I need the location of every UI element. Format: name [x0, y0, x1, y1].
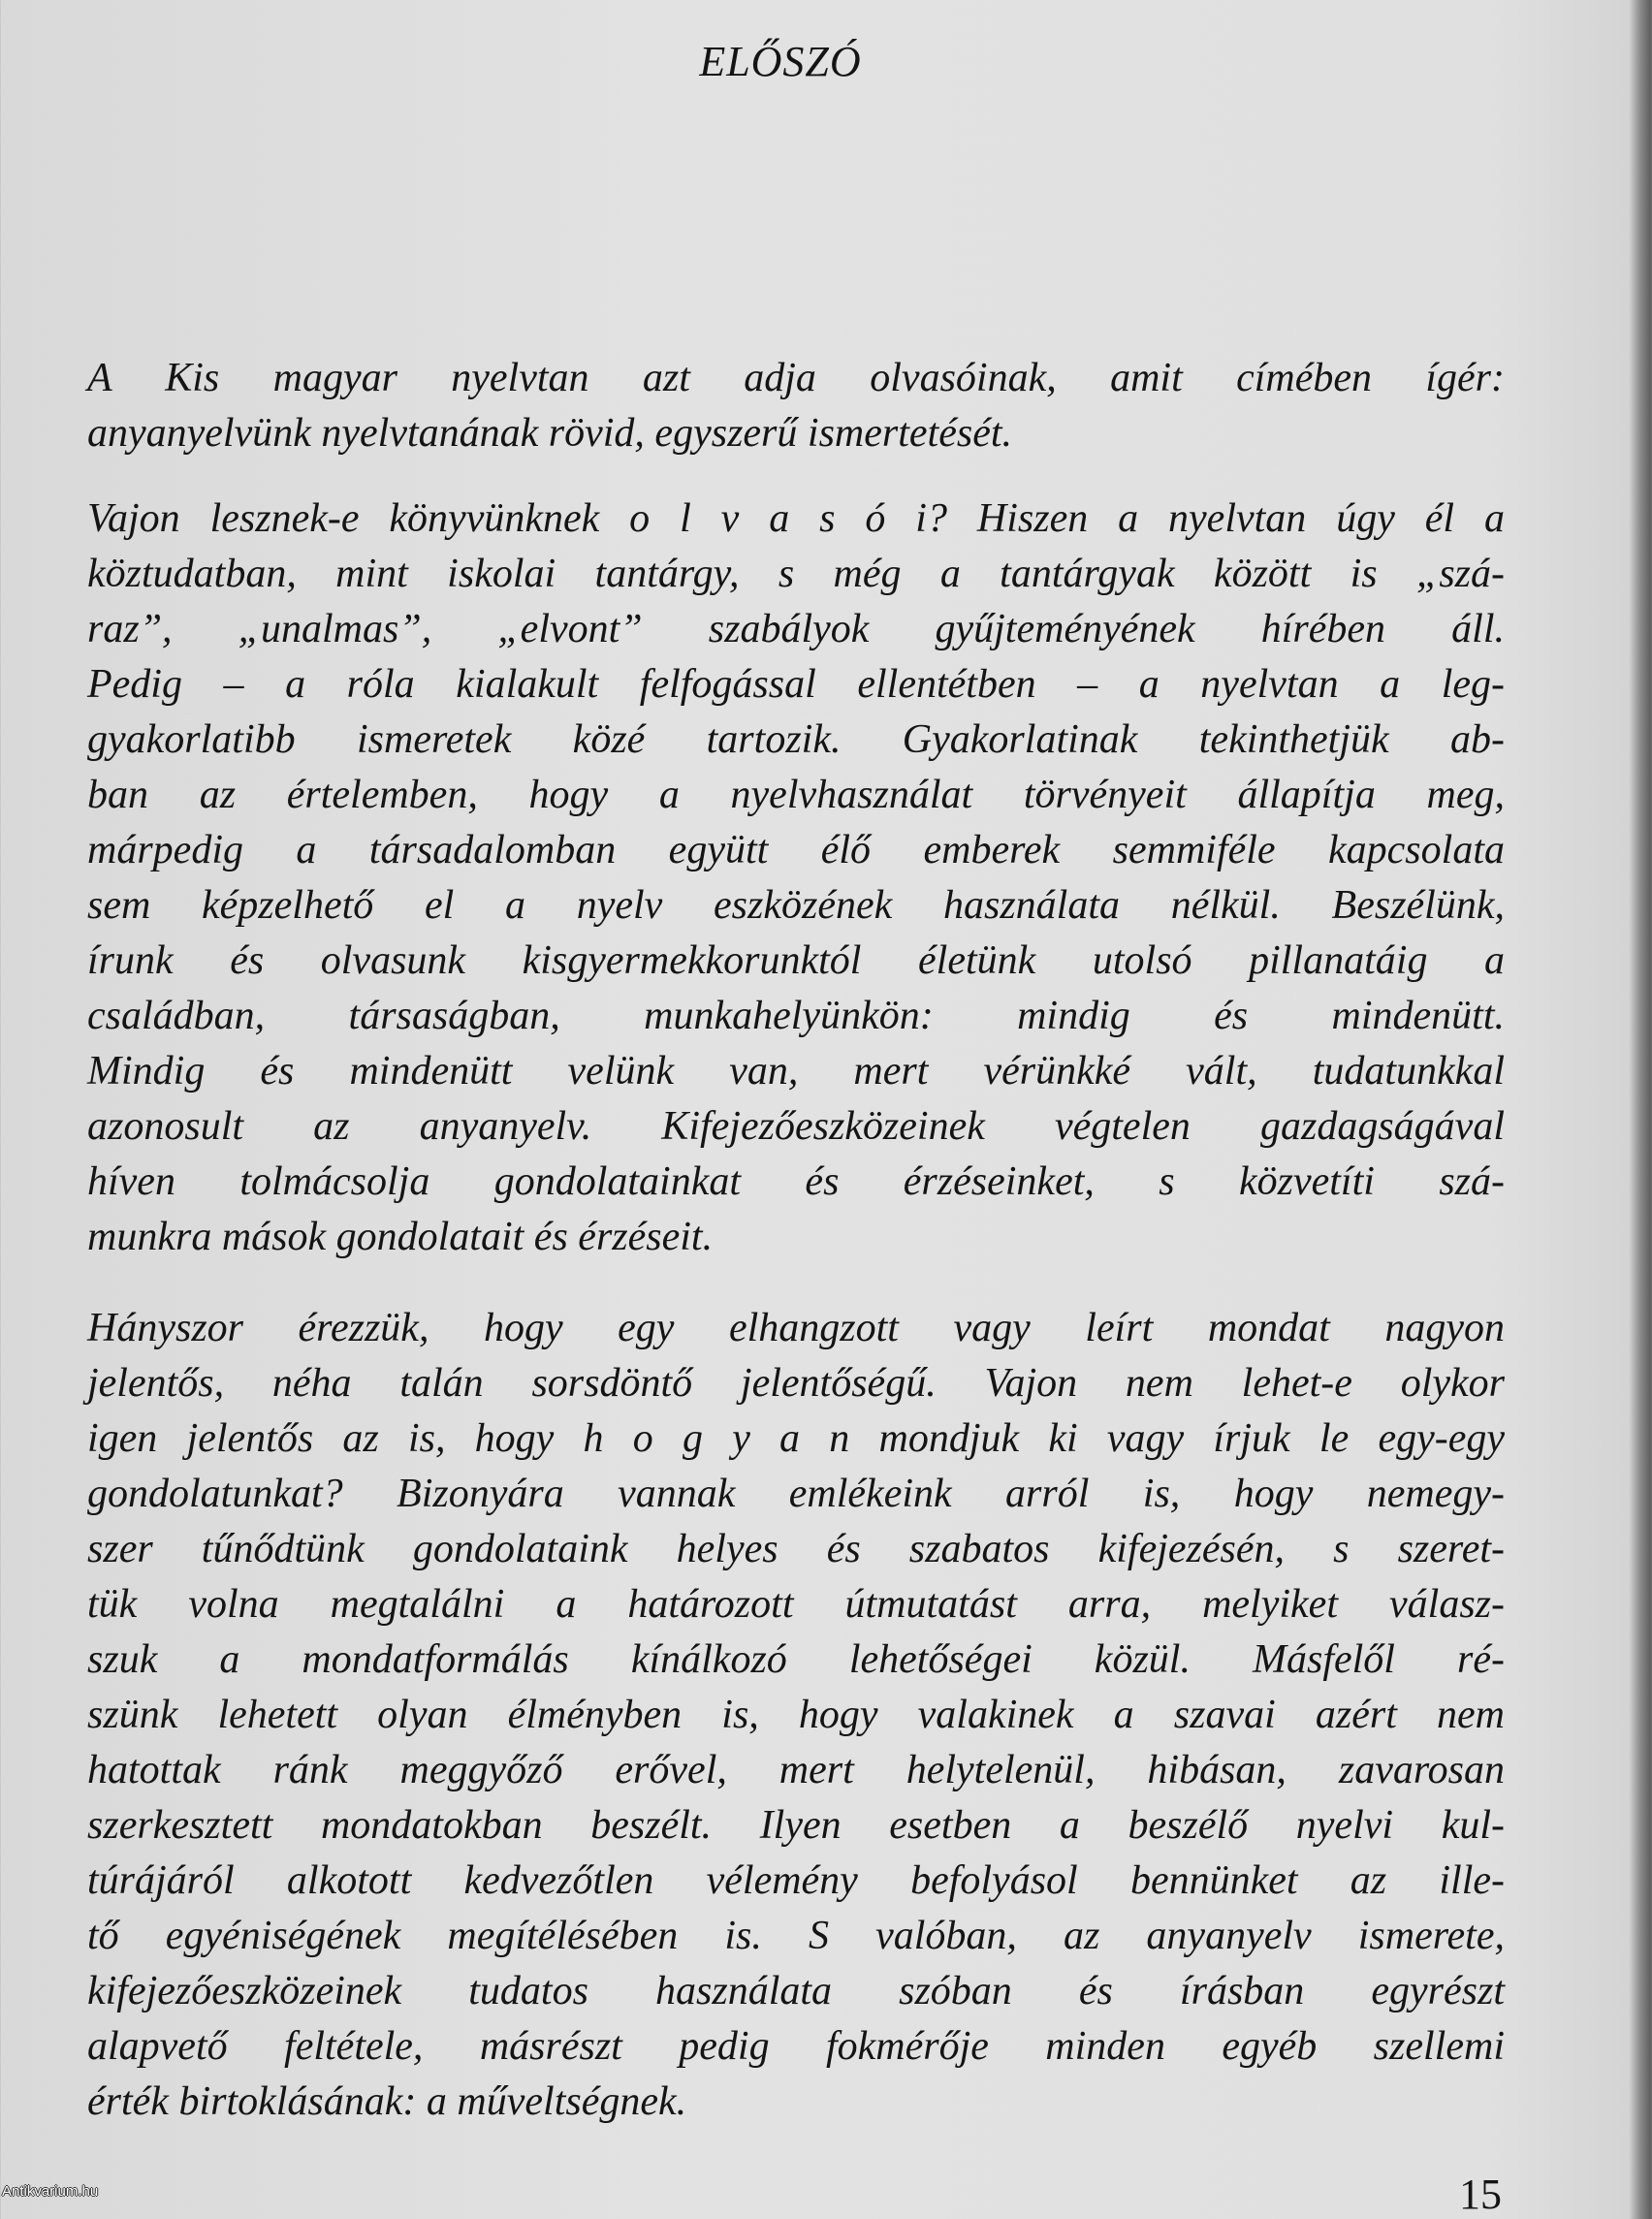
text-line: raz”, „unalmas”, „elvont” szabályok gyűjteményének hírében áll. [87, 607, 1505, 651]
text-line: köztudatban, mint iskolai tantárgy, s még a tantárgyak között is „szá- [87, 552, 1505, 596]
text-line: híven tolmácsolja gondolatainkat és érzéseinket, s közvetíti szá- [87, 1159, 1505, 1204]
text-line: gyakorlatibb ismeretek közé tartozik. Gyakorlatinak tekinthetjük ab- [87, 717, 1505, 762]
text-line: szünk lehetett olyan élményben is, hogy valakinek a szavai azért nem [87, 1693, 1505, 1737]
text-line: tő egyéniségének megítélésében is. S valóban, az anyanyelv ismerete, [87, 1914, 1505, 1958]
text-line: márpedig a társadalomban együtt élő emberek semmiféle kapcsolata [87, 828, 1505, 872]
text-line: túrájáról alkotott kedvezőtlen vélemény befolyásol bennünket az ille- [87, 1858, 1505, 1903]
watermark: Antikvarium.hu [2, 2183, 99, 2200]
text-line: Mindig és mindenütt velünk van, mert vérünkké vált, tudatunkkal [87, 1049, 1505, 1094]
text-line: jelentős, néha talán sorsdöntő jelentőségű. Vajon nem lehet-e olykor [87, 1361, 1505, 1406]
text-line: ban az értelemben, hogy a nyelvhasználat törvényeit állapítja meg, [87, 773, 1505, 817]
text-line: hatottak ránk meggyőző erővel, mert helytelenül, hibásan, zavarosan [87, 1748, 1505, 1792]
text-line: szer tűnődtünk gondolataink helyes és szabatos kifejezésén, s szeret- [87, 1527, 1505, 1571]
text-line: Vajon lesznek-e könyvünknek o l v a s ó i? Hiszen a nyelvtan úgy él a [87, 496, 1505, 541]
paragraph-3 [87, 1301, 1505, 2130]
text-line: érték birtoklásának: a műveltségnek. [87, 2079, 687, 2124]
text-line: tük volna megtalálni a határozott útmutatást arra, melyiket válasz- [87, 1582, 1505, 1627]
text-line: szerkesztett mondatokban beszélt. Ilyen esetben a beszélő nyelvi kul- [87, 1803, 1505, 1848]
text-line: gondolatunkat? Bizonyára vannak emlékeink arról is, hogy nemegy- [87, 1472, 1505, 1516]
text-line: A Kis magyar nyelvtan azt adja olvasóinak, amit címében ígér: [87, 356, 1505, 400]
chapter-title: ELŐSZÓ [699, 38, 862, 85]
page-number: 15 [1459, 2171, 1502, 2218]
text-line: Pedig – a róla kialakult felfogással ellentétben – a nyelvtan a leg- [87, 662, 1505, 707]
paragraph-1 [87, 351, 1505, 461]
text-line: sem képzelhető el a nyelv eszközének használata nélkül. Beszélünk, [87, 883, 1505, 928]
text-line: igen jelentős az is, hogy h o g y a n mondjuk ki vagy írjuk le egy-egy [87, 1416, 1505, 1461]
text-line: szuk a mondatformálás kínálkozó lehetőségei közül. Másfelől ré- [87, 1637, 1505, 1682]
text-line: Hányszor érezzük, hogy egy elhangzott vagy leírt mondat nagyon [87, 1306, 1505, 1350]
text-line: anyanyelvünk nyelvtanának rövid, egyszerű ismertetését. [87, 411, 1013, 456]
text-line: családban, társaságban, munkahelyünkön: mindig és mindenütt. [87, 994, 1505, 1038]
text-line: azonosult az anyanyelv. Kifejezőeszközeinek végtelen gazdagságával [87, 1104, 1505, 1149]
text-line: munkra mások gondolatait és érzéseit. [87, 1215, 714, 1259]
paragraph-2 [87, 491, 1505, 1265]
text-line: alapvető feltétele, másrészt pedig fokmérője minden egyéb szellemi [87, 2024, 1505, 2069]
text-line: kifejezőeszközeinek tudatos használata szóban és írásban egyrészt [87, 1969, 1505, 2013]
text-line: írunk és olvasunk kisgyermekkorunktól életünk utolsó pillanatáig a [87, 938, 1505, 983]
